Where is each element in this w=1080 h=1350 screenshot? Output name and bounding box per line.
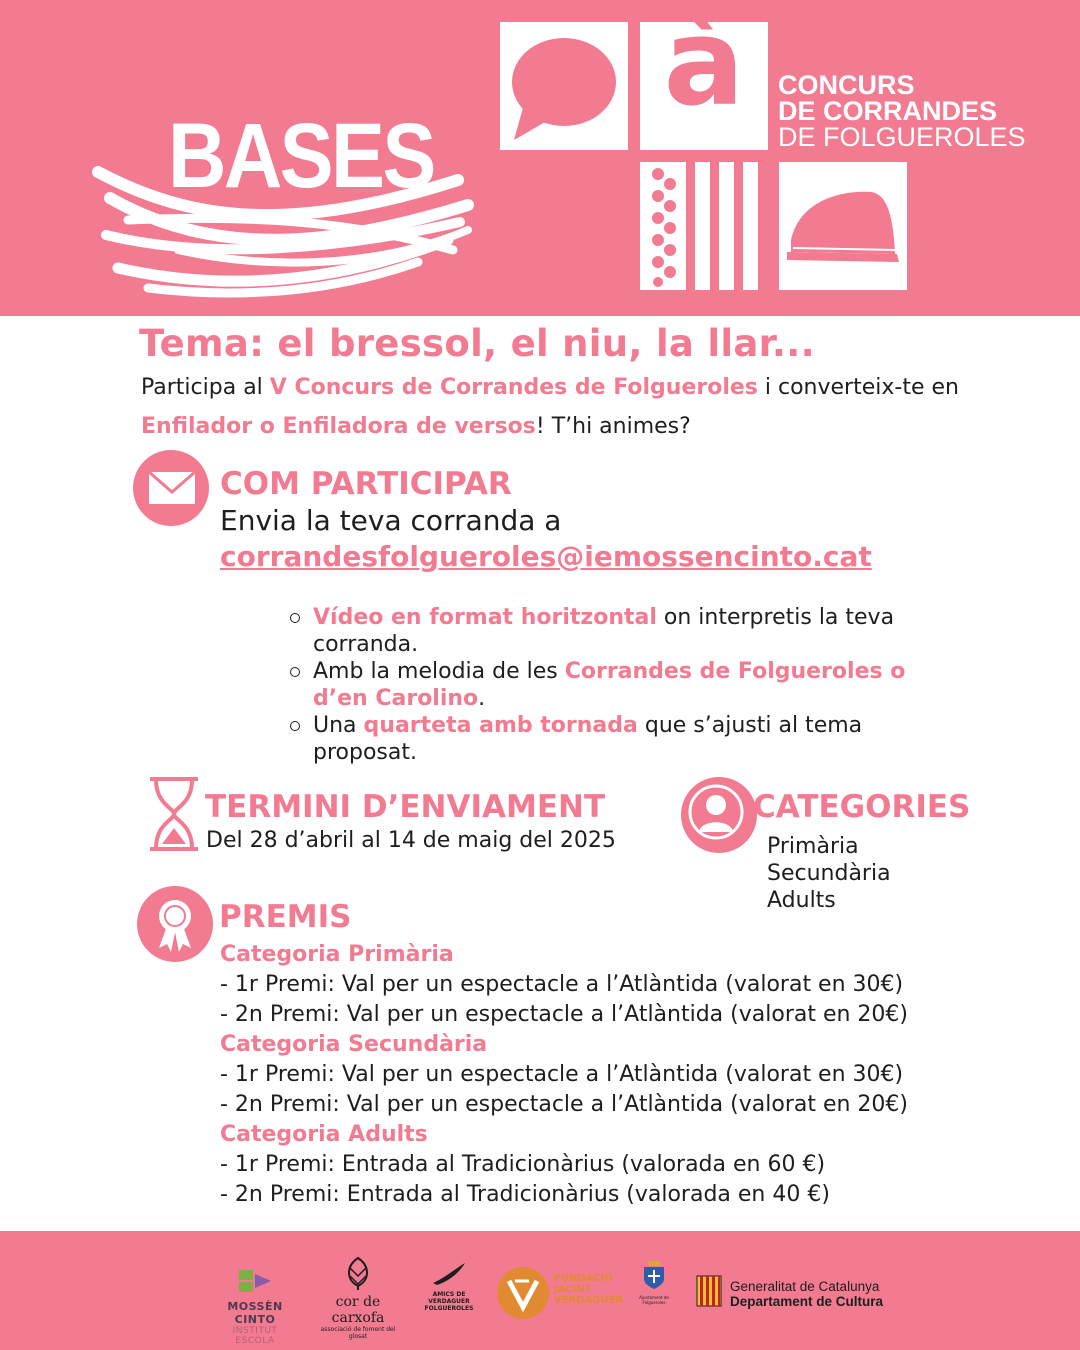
envelope-icon bbox=[133, 450, 209, 526]
category-item: Secundària bbox=[767, 861, 891, 886]
page-title: BASES bbox=[168, 105, 434, 207]
prize-line: - 1r Premi: Val per un espectacle a l’Atlàntida (valorat en 30€) bbox=[220, 972, 904, 997]
requirement-item: Vídeo en format horitzontal on interpretis la teva corranda. bbox=[288, 604, 948, 658]
sponsors-footer bbox=[0, 1231, 1080, 1350]
participar-instruction: Envia la teva corranda a bbox=[220, 504, 562, 537]
logo-mossen-cinto: MOSSÈN CINTO INSTITUT ESCOLA bbox=[215, 1268, 295, 1346]
section-title-categories: CATEGORIES bbox=[753, 789, 971, 825]
logo-cor-de-carxofa: cor de carxofa associació de foment del glosat bbox=[312, 1256, 404, 1340]
requirement-item: Amb la melodia de les Corrandes de Folgueroles o d’en Carolino. bbox=[288, 658, 948, 712]
letter-a-grave: à bbox=[663, 0, 745, 133]
hourglass-icon bbox=[148, 776, 200, 852]
intro-text-2: i converteix-te en bbox=[757, 375, 959, 400]
prize-line: - 2n Premi: Entrada al Tradicionàrius (valorada en 40 €) bbox=[220, 1182, 830, 1207]
theme-heading: Tema: el bressol, el niu, la llar... bbox=[139, 322, 815, 365]
logo-amics-verdaguer: AMICS DE VERDAGUER FOLGUEROLES bbox=[420, 1261, 478, 1312]
requirement-item: Una quarteta amb tornada que s’ajusti al tema proposat. bbox=[288, 712, 948, 766]
intro-role-highlight: Enfilador o Enfiladora de versos bbox=[141, 414, 536, 439]
requirements-list bbox=[288, 604, 948, 766]
prize-line: - 1r Premi: Val per un espectacle a l’Atlàntida (valorat en 30€) bbox=[220, 1062, 904, 1087]
header-banner bbox=[0, 0, 1080, 316]
generalitat-text: Generalitat de Catalunya Departament de Cultura bbox=[730, 1279, 884, 1309]
section-title-termini: TERMINI D’ENVIAMENT bbox=[205, 789, 606, 825]
contest-name-line-2: DE CORRANDES bbox=[778, 96, 998, 126]
prize-category-heading: Categoria Secundària bbox=[220, 1032, 488, 1057]
quill-icon bbox=[429, 1261, 469, 1287]
artichoke-icon bbox=[338, 1256, 378, 1290]
mossen-cinto-icon bbox=[235, 1268, 275, 1294]
accordion-tile bbox=[640, 162, 768, 290]
deadline-dates: Del 28 d’abril al 14 de maig del 2025 bbox=[206, 828, 616, 853]
speech-bubble-icon bbox=[500, 22, 628, 150]
barretina-tile bbox=[779, 162, 907, 290]
prize-category-heading: Categoria Primària bbox=[220, 942, 454, 967]
speech-bubble-tile bbox=[500, 22, 628, 150]
prize-line: - 2n Premi: Val per un espectacle a l’Atlàntida (valorat en 20€) bbox=[220, 1092, 909, 1117]
fundacio-text: FUNDACIÓ JACINT VERDAGUER bbox=[554, 1273, 624, 1306]
barretina-icon bbox=[779, 162, 907, 290]
contest-name-line-3: DE FOLGUEROLES bbox=[778, 122, 1026, 152]
prize-line: - 2n Premi: Val per un espectacle a l’Atlàntida (valorat en 20€) bbox=[220, 1002, 909, 1027]
intro-text-1: Participa al bbox=[141, 375, 270, 400]
contest-name-line-1: CONCURS bbox=[778, 70, 915, 100]
prize-line: - 1r Premi: Entrada al Tradicionàrius (valorada en 60 €) bbox=[220, 1152, 826, 1177]
letter-a-tile bbox=[640, 0, 768, 150]
logo-ajuntament: Ajuntament de Folgueroles bbox=[637, 1261, 671, 1305]
contest-name bbox=[778, 72, 1026, 150]
fundacio-v-icon bbox=[497, 1267, 549, 1319]
user-icon bbox=[681, 777, 757, 853]
intro-paragraph bbox=[141, 368, 1001, 446]
category-item: Primària bbox=[767, 834, 859, 859]
award-icon bbox=[137, 886, 213, 962]
prizes-list bbox=[220, 940, 908, 1210]
category-item: Adults bbox=[767, 888, 836, 913]
coat-of-arms-icon bbox=[642, 1261, 666, 1291]
categories-list bbox=[767, 833, 891, 914]
intro-contest-highlight: V Concurs de Corrandes de Folgueroles bbox=[269, 375, 758, 400]
accordion-icon bbox=[640, 162, 768, 290]
prize-category-heading: Categoria Adults bbox=[220, 1122, 428, 1147]
email-link[interactable]: corrandesfolgueroles@iemossencinto.cat bbox=[220, 540, 872, 573]
section-title-participar: COM PARTICIPAR bbox=[220, 466, 512, 502]
intro-text-3: ! T’hi animes? bbox=[535, 414, 691, 439]
section-title-premis: PREMIS bbox=[219, 899, 352, 935]
nest-icon bbox=[88, 150, 478, 300]
senyera-icon bbox=[696, 1275, 722, 1307]
